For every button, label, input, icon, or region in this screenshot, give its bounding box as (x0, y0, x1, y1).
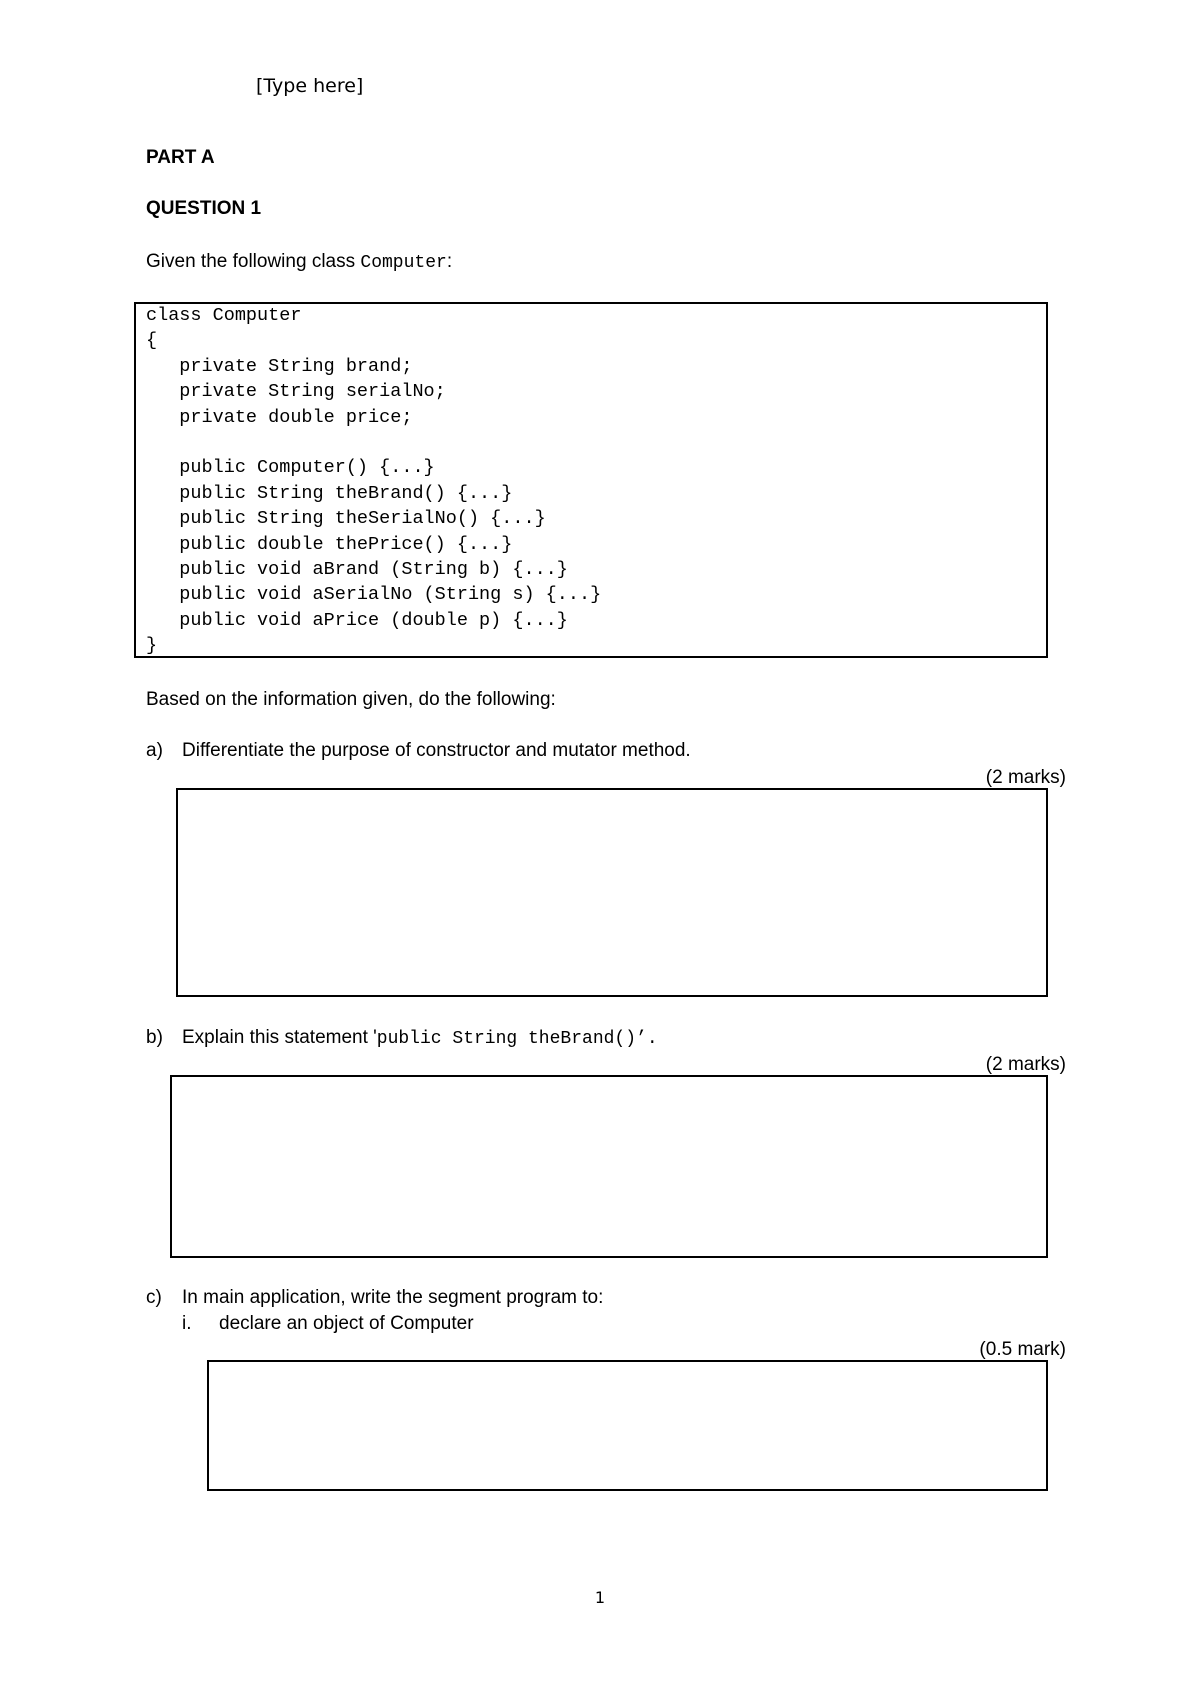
code-line: public void aSerialNo (String s) {...} (146, 584, 602, 606)
part-heading: PART A (146, 147, 215, 168)
code-line: private String serialNo; (146, 381, 446, 403)
instruction-text: Based on the information given, do the following: (146, 689, 556, 710)
intro-line (146, 250, 452, 275)
code-listing (146, 303, 601, 659)
question-b-label: b) (146, 1027, 163, 1048)
intro-text: Given the following class (146, 251, 361, 272)
code-line (146, 430, 601, 455)
header-placeholder: [Type here] (256, 75, 364, 97)
question-a-marks: (2 marks) (985, 767, 1066, 788)
code-line: { (146, 330, 158, 352)
code-line: public String theSerialNo() {...} (146, 508, 546, 530)
code-line: public double thePrice() {...} (146, 533, 513, 555)
question-c-label: c) (146, 1287, 162, 1308)
code-line: private String brand; (146, 355, 413, 377)
question-c-text: In main application, write the segment program to: (182, 1287, 604, 1308)
answer-box-a[interactable] (176, 788, 1048, 997)
question-c-i-marks: (0.5 mark) (979, 1339, 1066, 1360)
page-number: 1 (594, 1588, 606, 1607)
code-line: private double price; (146, 406, 413, 428)
code-line: public void aPrice (double p) {...} (146, 609, 568, 631)
question-b-marks: (2 marks) (985, 1054, 1066, 1075)
question-c-i-label: i. (182, 1313, 192, 1334)
code-line: public String theBrand() {...} (146, 482, 513, 504)
question-heading: QUESTION 1 (146, 198, 262, 219)
question-b-code: public String theBrand()’. (376, 1029, 658, 1049)
question-b-line (182, 1026, 658, 1051)
question-c-i-text: declare an object of Computer (219, 1313, 474, 1334)
code-line: class Computer (146, 305, 302, 326)
question-a-text: Differentiate the purpose of constructor and mutator method. (182, 740, 691, 761)
answer-box-b[interactable] (170, 1075, 1048, 1258)
answer-box-c-i[interactable] (207, 1360, 1048, 1491)
question-b-text: Explain this statement ' (182, 1027, 377, 1048)
intro-suffix: : (446, 251, 453, 272)
question-a-label: a) (146, 740, 163, 761)
code-line: } (146, 635, 158, 657)
code-line: public void aBrand (String b) {...} (146, 559, 568, 581)
intro-class-name: Computer (360, 253, 447, 273)
code-line: public Computer() {...} (146, 457, 435, 479)
